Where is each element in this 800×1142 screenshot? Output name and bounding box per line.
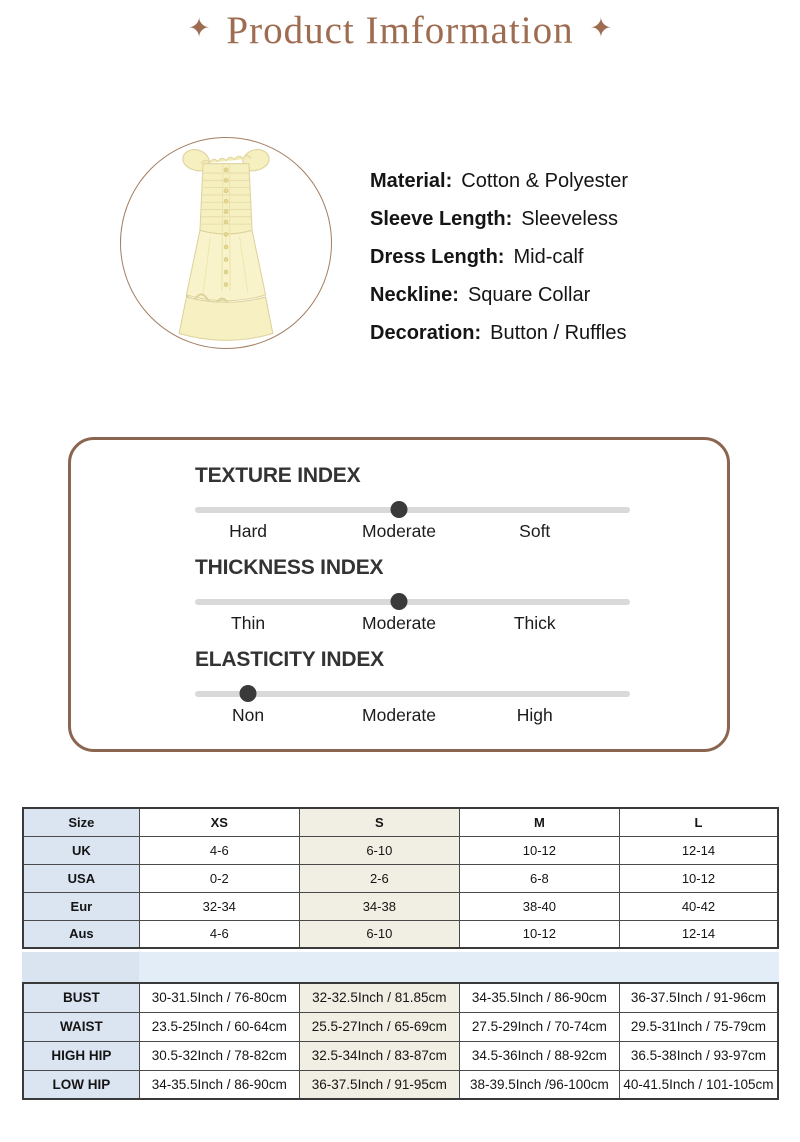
scale-label: Thick <box>513 613 556 633</box>
row-label: UK <box>23 836 139 864</box>
elasticity-index-group <box>195 648 630 729</box>
header-cell: Size <box>23 808 139 836</box>
cell: 30-31.5Inch / 76-80cm <box>139 983 299 1012</box>
cell: 32.5-34Inch / 83-87cm <box>299 1041 459 1070</box>
scale-label: Non <box>232 705 265 725</box>
elasticity-index-slider <box>195 685 630 702</box>
thickness-index-labels <box>195 613 630 637</box>
row-label: LOW HIP <box>23 1070 139 1099</box>
header-cell: S <box>299 808 459 836</box>
scale-label: Moderate <box>362 613 436 633</box>
slider-track <box>195 691 630 697</box>
cell: 38-40 <box>459 892 619 920</box>
scale-label: Soft <box>519 521 551 541</box>
cell: 27.5-29Inch / 70-74cm <box>459 1012 619 1041</box>
cell: 32-34 <box>139 892 299 920</box>
cell: 29.5-31Inch / 75-79cm <box>619 1012 778 1041</box>
fabric-index-box <box>68 437 730 752</box>
row-label: USA <box>23 864 139 892</box>
cell: 0-2 <box>139 864 299 892</box>
cell: 2-6 <box>299 864 459 892</box>
slider-track <box>195 599 630 605</box>
elasticity-index-title: ELASTICITY INDEX <box>195 648 384 671</box>
cell: 36.5-38Inch / 93-97cm <box>619 1041 778 1070</box>
cell: 34.5-36Inch / 88-92cm <box>459 1041 619 1070</box>
table-header-row <box>23 808 778 836</box>
scale-label: Hard <box>229 521 268 541</box>
cell: 30.5-32Inch / 78-82cm <box>139 1041 299 1070</box>
product-details-list <box>370 166 628 356</box>
cell: 12-14 <box>619 920 778 948</box>
detail-value: Mid-calf <box>513 246 584 268</box>
slider-handle <box>240 685 257 702</box>
row-label: Eur <box>23 892 139 920</box>
detail-label: Material: <box>370 170 453 192</box>
page-title: Product Imformation <box>226 9 574 52</box>
row-label: WAIST <box>23 1012 139 1041</box>
table-row-bust <box>23 983 778 1012</box>
table-row-waist <box>23 1012 778 1041</box>
page-header <box>0 8 800 53</box>
scale-label: Moderate <box>362 521 436 541</box>
thickness-index-title: THICKNESS INDEX <box>195 556 384 579</box>
scale-label: Moderate <box>362 705 436 725</box>
detail-value: Cotton & Polyester <box>461 170 628 192</box>
cell: 4-6 <box>139 920 299 948</box>
table-row-high-hip <box>23 1041 778 1070</box>
detail-label: Neckline: <box>370 284 459 306</box>
detail-value: Square Collar <box>467 284 591 306</box>
cell: 6-10 <box>299 836 459 864</box>
table-row-uk <box>23 836 778 864</box>
size-conversion-table <box>22 807 779 949</box>
scale-label: Thin <box>231 613 266 633</box>
row-label: HIGH HIP <box>23 1041 139 1070</box>
cell: 12-14 <box>619 836 778 864</box>
slider-handle <box>391 593 408 610</box>
header-cell: M <box>459 808 619 836</box>
thickness-index-group <box>195 556 630 637</box>
row-label: Aus <box>23 920 139 948</box>
cell: 10-12 <box>459 920 619 948</box>
detail-label: Decoration: <box>370 322 482 344</box>
texture-index-title: TEXTURE INDEX <box>195 464 361 487</box>
detail-value: Sleeveless <box>521 208 618 230</box>
header-cell: XS <box>139 808 299 836</box>
detail-label: Dress Length: <box>370 246 505 268</box>
scale-label: High <box>516 705 553 725</box>
dress-image <box>162 147 290 345</box>
cell: 10-12 <box>459 836 619 864</box>
cell: 10-12 <box>619 864 778 892</box>
detail-sleeve-length <box>370 204 628 242</box>
cell: 38-39.5Inch /96-100cm <box>459 1070 619 1099</box>
table-spacer-left-strip <box>22 952 139 982</box>
body-measurement-table <box>22 982 779 1100</box>
table-row-eur <box>23 892 778 920</box>
cell: 6-10 <box>299 920 459 948</box>
cell: 34-38 <box>299 892 459 920</box>
cell: 34-35.5Inch / 86-90cm <box>459 983 619 1012</box>
sparkle-star-icon: ✦ <box>589 13 613 43</box>
detail-neckline <box>370 280 628 318</box>
cell: 6-8 <box>459 864 619 892</box>
cell: 40-41.5Inch / 101-105cm <box>619 1070 778 1099</box>
header-cell: L <box>619 808 778 836</box>
detail-label: Sleeve Length: <box>370 208 513 230</box>
detail-dress-length <box>370 242 628 280</box>
table-spacer-band <box>22 952 779 982</box>
texture-index-slider <box>195 501 630 518</box>
texture-index-labels <box>195 521 630 545</box>
table-row-aus <box>23 920 778 948</box>
slider-track <box>195 507 630 513</box>
product-image-circle <box>120 137 332 349</box>
table-row-usa <box>23 864 778 892</box>
detail-value: Button / Ruffles <box>490 322 627 344</box>
cell: 36-37.5Inch / 91-96cm <box>619 983 778 1012</box>
row-label: BUST <box>23 983 139 1012</box>
elasticity-index-labels <box>195 705 630 729</box>
cell: 32-32.5Inch / 81.85cm <box>299 983 459 1012</box>
cell: 34-35.5Inch / 86-90cm <box>139 1070 299 1099</box>
detail-decoration <box>370 318 628 356</box>
cell: 23.5-25Inch / 60-64cm <box>139 1012 299 1041</box>
cell: 36-37.5Inch / 91-95cm <box>299 1070 459 1099</box>
cell: 25.5-27Inch / 65-69cm <box>299 1012 459 1041</box>
cell: 4-6 <box>139 836 299 864</box>
sparkle-star-icon: ✦ <box>187 13 211 43</box>
table-row-low-hip <box>23 1070 778 1099</box>
cell: 40-42 <box>619 892 778 920</box>
thickness-index-slider <box>195 593 630 610</box>
texture-index-group <box>195 464 630 545</box>
detail-material <box>370 166 628 204</box>
slider-handle <box>391 501 408 518</box>
